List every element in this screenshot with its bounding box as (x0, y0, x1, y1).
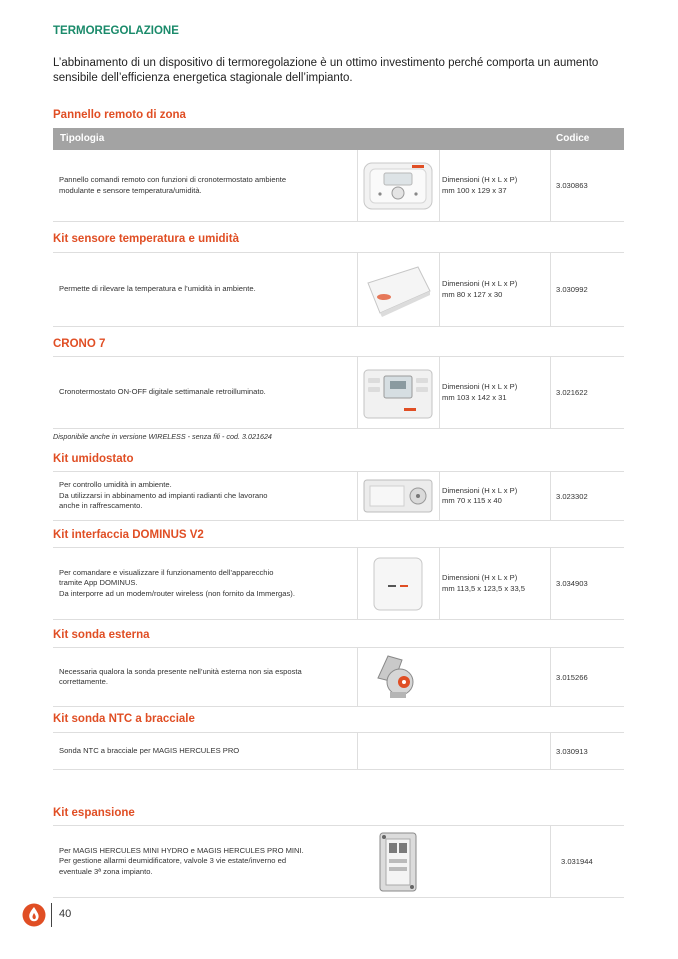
row-dimensions: Dimensioni (H x L x P) mm 70 x 115 x 40 (442, 485, 518, 505)
page-number: 40 (59, 908, 72, 920)
row-code: 3.015266 (556, 672, 588, 682)
availability-note: Disponibile anche in versione WIRELESS - senza fili - cod. 3.021624 (53, 432, 272, 441)
dominus-interface-icon (358, 548, 438, 619)
section-title: Kit interfaccia DOMINUS V2 (53, 529, 204, 541)
row-description: Pannello comandi remoto con funzioni di cronotermostato ambiente modulante e sensore temperatura/umidità. (59, 175, 287, 195)
row-code: 3.021622 (556, 388, 588, 397)
expansion-board-icon (358, 826, 438, 897)
table-row (53, 825, 624, 898)
section-title: Kit sensore temperatura e umidità (53, 233, 239, 245)
table-row (53, 150, 624, 222)
section-title: Kit umidostato (53, 453, 134, 465)
column-header-tipologia: Tipologia (60, 133, 105, 144)
table-row (53, 356, 624, 429)
row-dimensions: Dimensioni (H x L x P) mm 100 x 129 x 37 (442, 175, 518, 195)
row-description: Permette di rilevare la temperatura e l’umidità in ambiente. (59, 284, 256, 294)
section-title: Kit sonda NTC a bracciale (53, 713, 195, 725)
section-title: CRONO 7 (53, 338, 106, 350)
column-header-codice: Codice (556, 133, 590, 144)
row-description: Per comandare e visualizzare il funzionamento dell’apparecchio tramite App DOMINUS. Da interporre ad un modem/router wireless (non fornito da Immergas). (59, 567, 295, 598)
row-dimensions: Dimensioni (H x L x P) mm 103 x 142 x 31 (442, 382, 518, 402)
humidity-sensor-icon (358, 253, 438, 326)
row-code: 3.034903 (556, 579, 588, 588)
external-probe-icon (358, 648, 438, 706)
row-dimensions (442, 733, 548, 769)
row-description: Cronotermostato ON-OFF digitale settimanale retroilluminato. (59, 387, 266, 397)
table-header (53, 128, 624, 150)
row-code: 3.030913 (556, 746, 588, 756)
page-header: TERMOREGOLAZIONE (53, 25, 179, 37)
footer-divider (51, 903, 52, 927)
intro-text: L’abbinamento di un dispositivo di termoregolazione è un ottimo investimento perché comporta un aumento sensibile dell’efficienza energetica stagionale dell’impianto. (53, 57, 599, 84)
humidistat-icon (358, 472, 438, 520)
table-row (53, 732, 624, 770)
row-description: Sonda NTC a bracciale per MAGIS HERCULES PRO (59, 745, 240, 755)
row-code: 3.030992 (556, 285, 588, 294)
row-code: 3.023302 (556, 491, 588, 501)
row-description: Per controllo umidità in ambiente. Da utilizzarsi in abbinamento ad impianti radianti che lavorano anche in raffrescamento. (59, 480, 268, 511)
row-description: Per MAGIS HERCULES MINI HYDRO e MAGIS HERCULES PRO MINI. Per gestione allarmi deumidificatore, valvole 3 vie estate/inverno ed eventuale 3ª zona impianto. (59, 845, 304, 876)
row-dimensions (442, 826, 548, 897)
row-dimensions (442, 648, 548, 706)
row-code: 3.030863 (556, 181, 588, 190)
remote-panel-icon (358, 150, 438, 221)
section-title: Pannello remoto di zona (53, 109, 186, 121)
row-code: 3.031944 (561, 857, 593, 866)
row-dimensions: Dimensioni (H x L x P) mm 80 x 127 x 30 (442, 279, 518, 299)
chronothermostat-icon (358, 357, 438, 428)
table-row (53, 547, 624, 620)
row-dimensions: Dimensioni (H x L x P) mm 113,5 x 123,5 x 33,5 (442, 573, 526, 593)
table-row (53, 471, 624, 521)
table-row (53, 647, 624, 707)
immergas-flame-logo (22, 903, 46, 932)
section-title: Kit sonda esterna (53, 629, 150, 641)
table-row (53, 252, 624, 327)
section-title: Kit espansione (53, 807, 135, 819)
row-description: Necessaria qualora la sonda presente nell’unità esterna non sia esposta correttamente. (59, 666, 302, 686)
